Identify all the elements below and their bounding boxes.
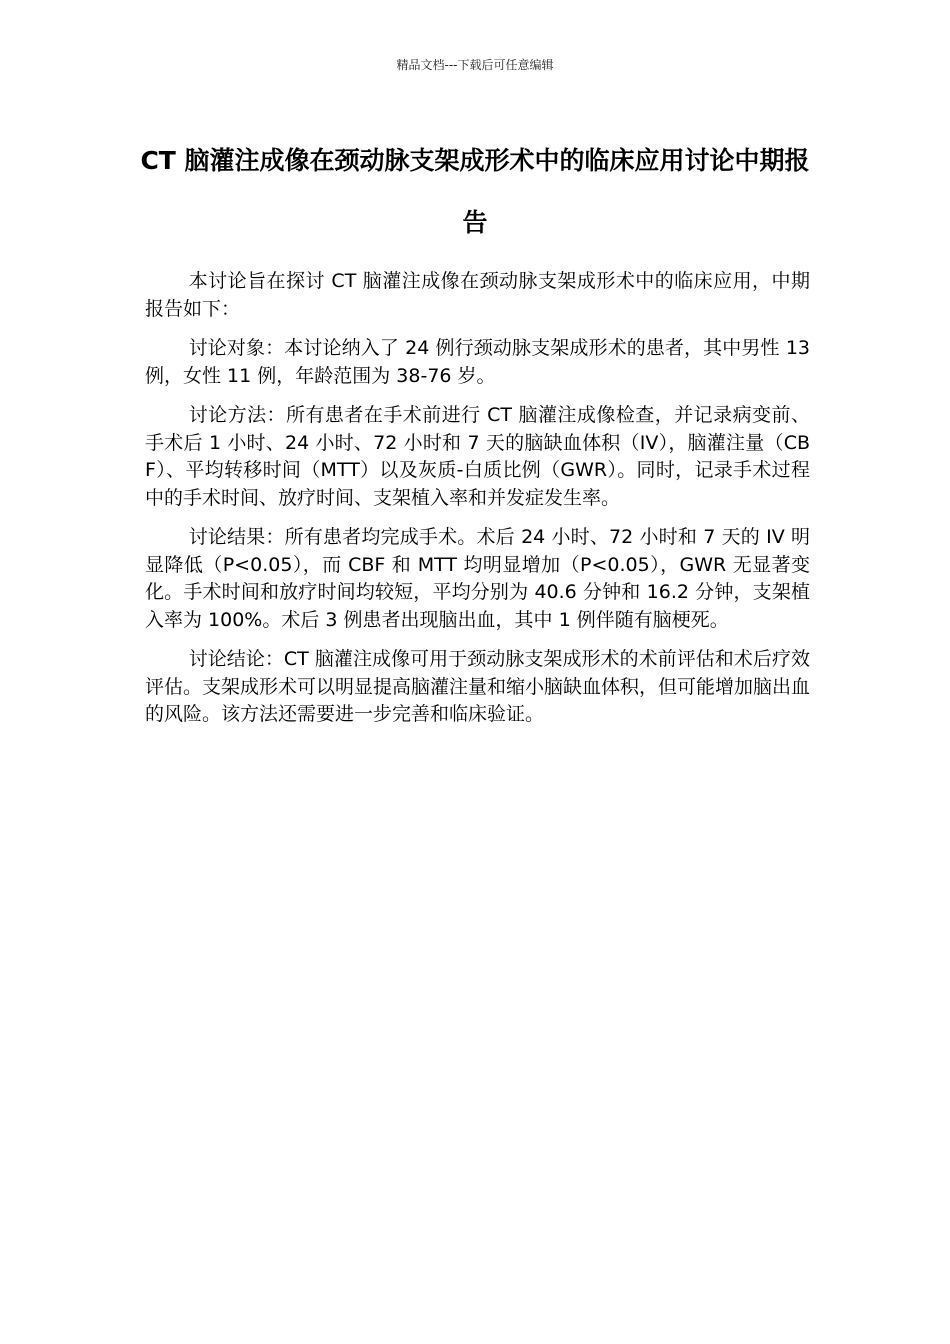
- document-title: CT 脑灌注成像在颈动脉支架成形术中的临床应用讨论中期报告: [140, 146, 810, 237]
- document-body: [145, 268, 810, 741]
- page-header-note: 精品文档---下载后可任意编辑: [396, 58, 554, 72]
- paragraph-conclusion: 讨论结论：CT 脑灌注成像可用于颈动脉支架成形术的术前评估和术后疗效评估。支架成形术可以明显提高脑灌注量和缩小脑缺血体积，但可能增加脑出血的风险。该方法还需要进一步完善和临床验证。: [145, 648, 811, 725]
- paragraph-intro: 本讨论旨在探讨 CT 脑灌注成像在颈动脉支架成形术中的临床应用，中期报告如下：: [145, 270, 810, 320]
- paragraph-methods: 讨论方法：所有患者在手术前进行 CT 脑灌注成像检查，并记录病变前、手术后 1 小时、24 小时、72 小时和 7 天的脑缺血体积（IV），脑灌注量（CBF）、平均转移时间（MTT）以及灰质-白质比例（GWR）。同时，记录手术过程中的手术时间、放疗时间、支架植入率和并发症发生率。: [145, 404, 810, 509]
- paragraph-results: 讨论结果：所有患者均完成手术。术后 24 小时、72 小时和 7 天的 IV 明显降低（P<0.05），而 CBF 和 MTT 均明显增加（P<0.05），GWR 无显著变化。手术时间和放疗时间均较短，平均分别为 40.6 分钟和 16.2 分钟，支架植入率为 100%。术后 3 例患者出现脑出血，其中 1 例伴随有脑梗死。: [145, 526, 810, 631]
- paragraph-subjects: 讨论对象：本讨论纳入了 24 例行颈动脉支架成形术的患者，其中男性 13 例，女性 11 例，年龄范围为 38-76 岁。: [145, 337, 810, 387]
